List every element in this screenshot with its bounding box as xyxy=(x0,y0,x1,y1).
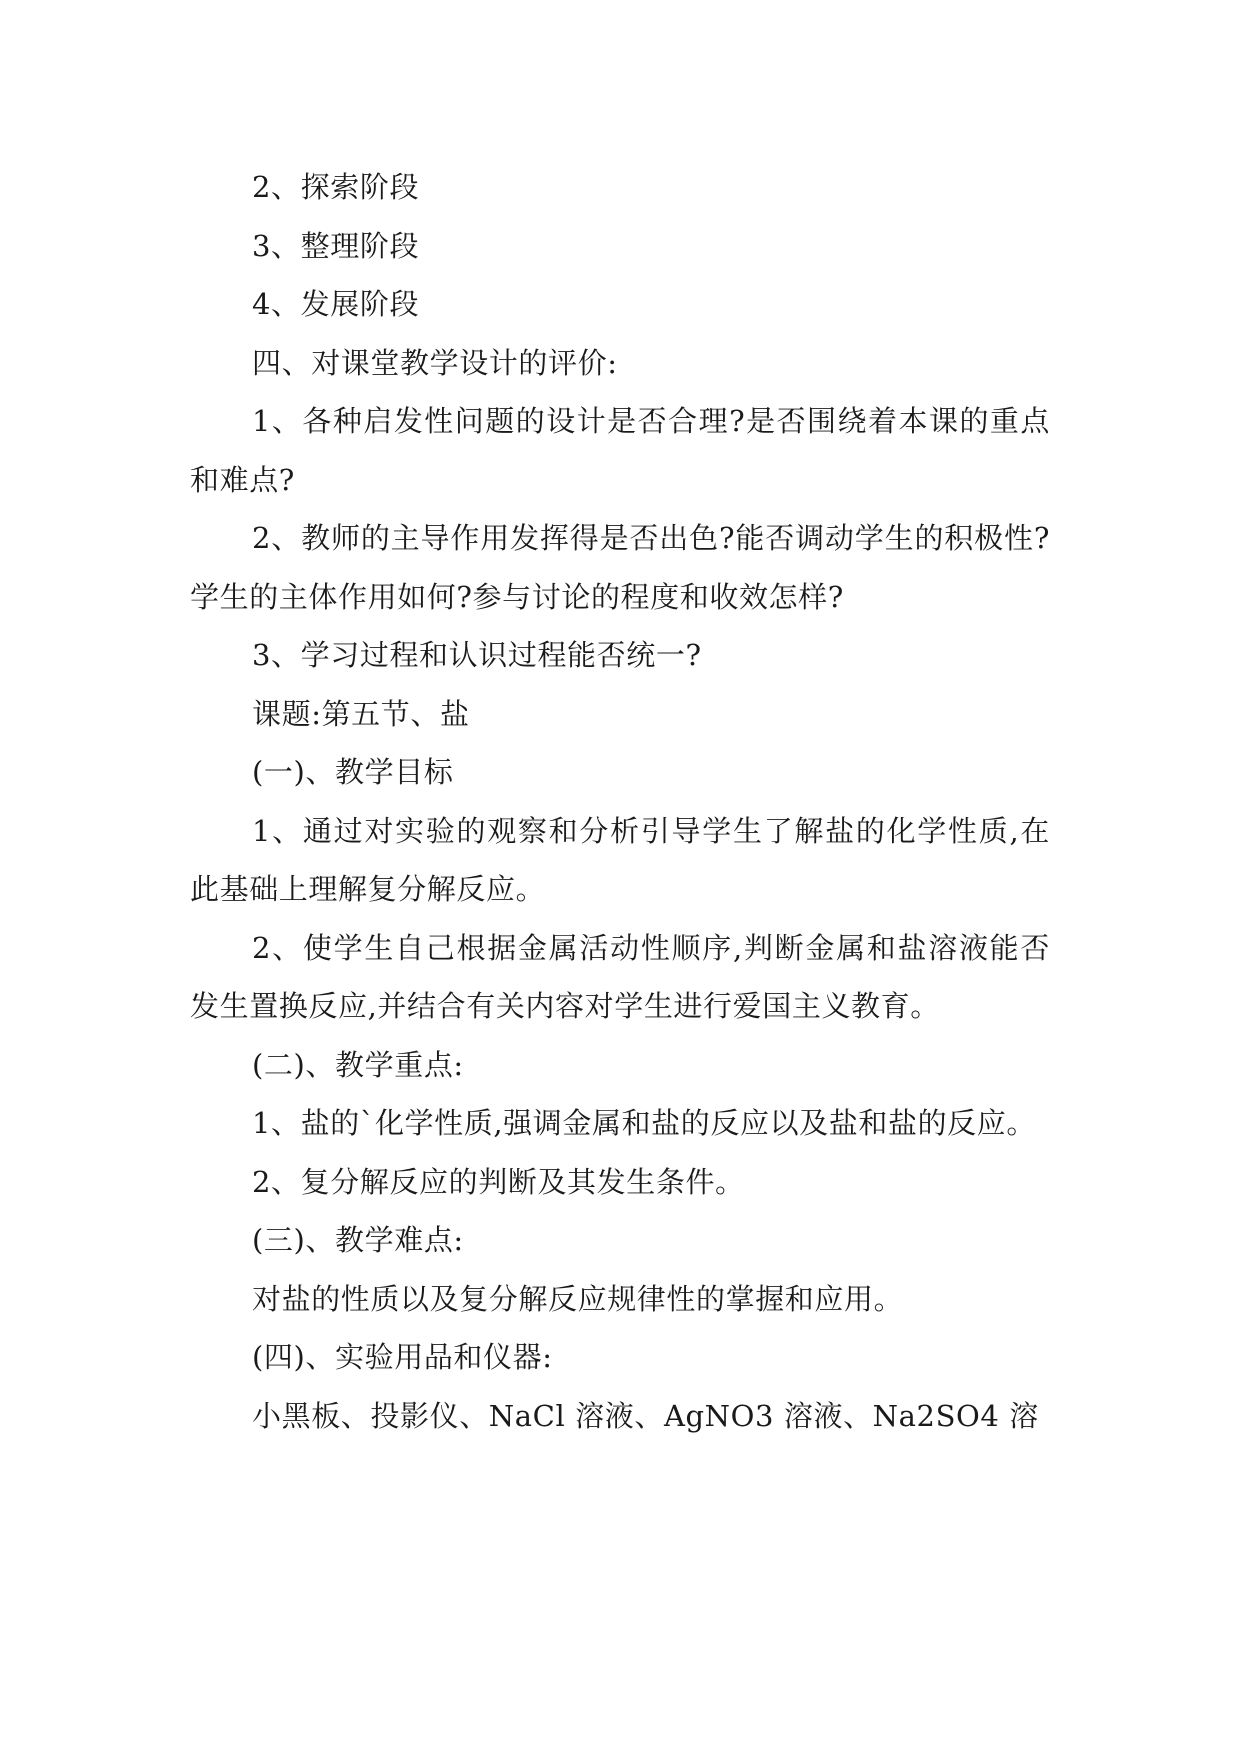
paragraph-key-point-1: 1、盐的`化学性质,强调金属和盐的反应以及盐和盐的反应。 xyxy=(252,1106,1036,1140)
section-heading-difficulties: (三)、教学难点: xyxy=(252,1223,464,1257)
paragraph-evaluation-3: 3、学习过程和认识过程能否统一? xyxy=(252,638,702,672)
lesson-title: 课题:第五节、盐 xyxy=(252,696,470,731)
paragraph-evaluation-1: 1、各种启发性问题的设计是否合理?是否围绕着本课的重点和难点? xyxy=(190,404,1050,497)
paragraph-evaluation-2: 2、教师的主导作用发挥得是否出色?能否调动学生的积极性?学生的主体作用如何?参与讨论的程度和收效怎样? xyxy=(190,521,1050,614)
section-heading-evaluation: 四、对课堂教学设计的评价: xyxy=(252,345,618,380)
paragraph-objective-2: 2、使学生自己根据金属活动性顺序,判断金属和盐溶液能否发生置换反应,并结合有关内容对学生进行爱国主义教育。 xyxy=(190,930,1050,1023)
paragraph-stage-4: 4、发展阶段 xyxy=(252,287,420,321)
paragraph-difficulty: 对盐的性质以及复分解反应规律性的掌握和应用。 xyxy=(252,1281,904,1316)
paragraph-key-point-2: 2、复分解反应的判断及其发生条件。 xyxy=(252,1164,745,1199)
paragraph-stage-3: 3、整理阶段 xyxy=(252,228,420,263)
paragraph-materials: 小黑板、投影仪、NaCl 溶液、AgNO3 溶液、Na2SO4 溶 xyxy=(252,1398,1039,1433)
section-heading-key-points: (二)、教学重点: xyxy=(252,1047,464,1082)
paragraph-stage-2: 2、探索阶段 xyxy=(252,170,420,204)
document-body xyxy=(190,158,1050,1445)
section-heading-objectives: (一)、教学目标 xyxy=(252,755,454,789)
paragraph-objective-1: 1、通过对实验的观察和分析引导学生了解盐的化学性质,在此基础上理解复分解反应。 xyxy=(190,813,1050,906)
section-heading-materials: (四)、实验用品和仪器: xyxy=(252,1340,553,1374)
